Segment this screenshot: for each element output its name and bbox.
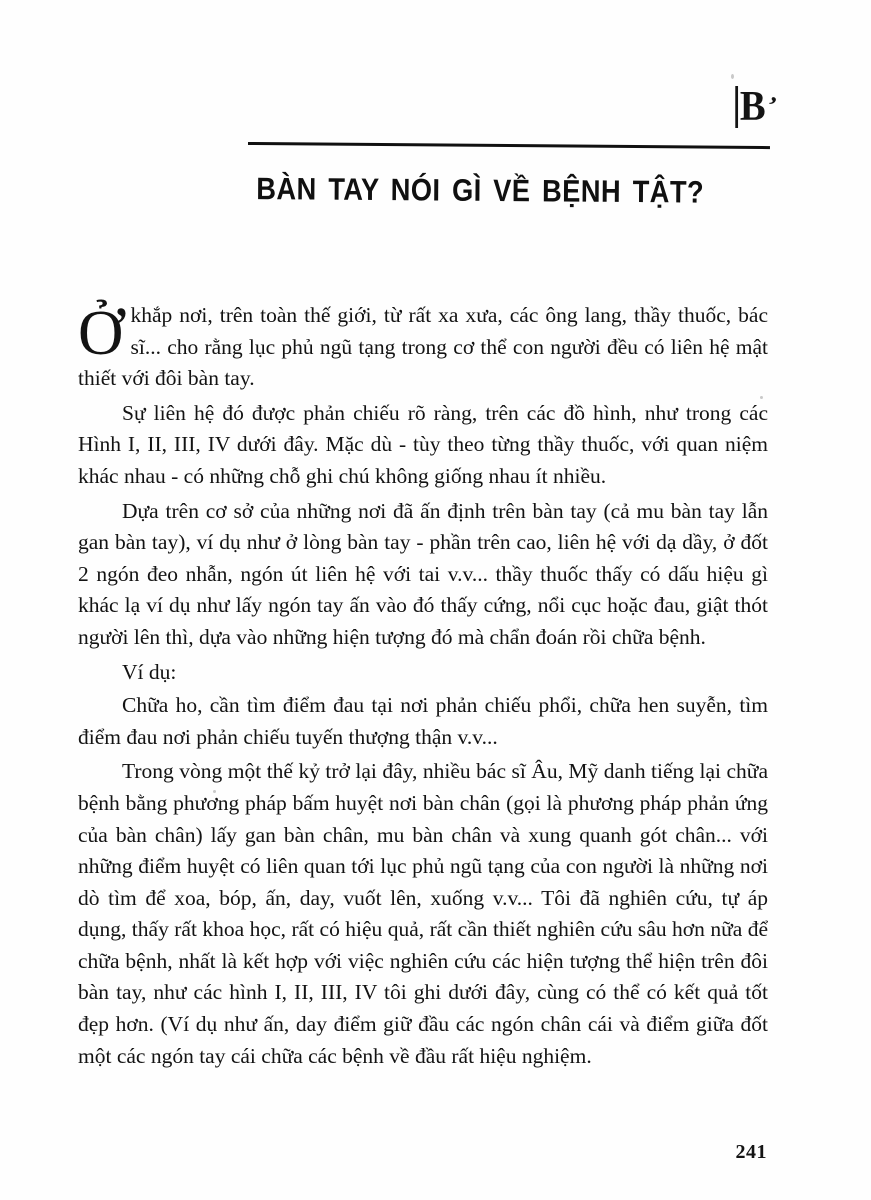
paragraph-5 <box>78 690 768 753</box>
paragraph-4 <box>78 657 768 689</box>
drop-cap: Ở <box>78 298 124 368</box>
chapter-mark-letter: B <box>736 86 765 128</box>
paragraph-4-text: Ví dụ: <box>122 659 177 684</box>
chapter-mark <box>734 84 780 130</box>
title-divider-rule <box>248 142 770 149</box>
paragraph-5-text: Chữa ho, cần tìm điểm đau tại nơi phản chiếu phổi, chữa hen suyễn, tìm điểm đau nơi phản chiếu tuyến thượng thận v.v... <box>78 693 768 749</box>
paragraph-6 <box>78 756 768 1072</box>
paragraph-1-text: khắp nơi, trên toàn thế giới, từ rất xa xưa, các ông lang, thầy thuốc, bác sĩ... cho rằng lục phủ ngũ tạng trong cơ thể con người đều có liên hệ mật thiết với đôi bàn tay. <box>78 303 768 391</box>
paragraph-1 <box>78 300 768 395</box>
paragraph-3-text: Dựa trên cơ sở của những nơi đã ấn định trên bàn tay (cả mu bàn tay lẫn gan bàn tay), ví dụ như ở lòng bàn tay - phần trên cao, liên hệ với dạ dầy, ở đốt 2 ngón đeo nhẫn, ngón út liên hệ với tai v.v... thầy thuốc thấy có dấu hiệu gì khác lạ ví dụ như lấy ngón tay ấn vào đó thấy cứng, nổi cục hoặc đau, giật thót người lên thì, dựa vào những hiện tượng đó mà chẩn đoán rồi chữa bệnh. <box>78 498 768 649</box>
paragraph-2 <box>78 398 768 493</box>
page-title: BÀN TAY NÓI GÌ VỀ BỆNH TẬT? <box>256 170 705 210</box>
paragraph-6-text: Trong vòng một thế kỷ trở lại đây, nhiều bác sĩ Âu, Mỹ danh tiếng lại chữa bệnh bằng phương pháp bấm huyệt nơi bàn chân (gọi là phương pháp phản ứng của bàn chân) lấy gan bàn chân, mu bàn chân và xung quanh gót chân... với những điểm huyệt có liên quan tới lục phủ ngũ tạng của con người là những nơi dò tìm để xoa, bóp, ấn, day, vuốt lên, xuống v.v... Tôi đã nghiên cứu, tự áp dụng, thấy rất khoa học, rất có hiệu quả, rất cần thiết nghiên cứu sâu hơn nữa để chữa bệnh, nhất là kết hợp với việc nghiên cứu các hiện tượng thể hiện trên đôi bàn tay, như các hình I, II, III, IV tôi ghi dưới đây, cùng có thể có kết quả tốt đẹp hơn. (Ví dụ như ấn, day điểm giữ đầu các ngón chân cái và điểm giữa đốt một các ngón tay cái chữa các bệnh về đầu rất hiệu nghiệm. <box>78 759 768 1068</box>
body-text-block <box>78 300 768 1075</box>
chapter-mark-flourish-icon: ’ <box>763 90 780 121</box>
scan-speck <box>731 74 734 79</box>
paragraph-2-text: Sự liên hệ đó được phản chiếu rõ ràng, trên các đồ hình, như trong các Hình I, II, III, IV dưới đây. Mặc dù - tùy theo từng thầy thuốc, với quan niệm khác nhau - có những chỗ ghi chú không giống nhau ít nhiều. <box>78 400 768 488</box>
paragraph-3 <box>78 496 768 654</box>
page-number: 241 <box>735 1141 767 1163</box>
